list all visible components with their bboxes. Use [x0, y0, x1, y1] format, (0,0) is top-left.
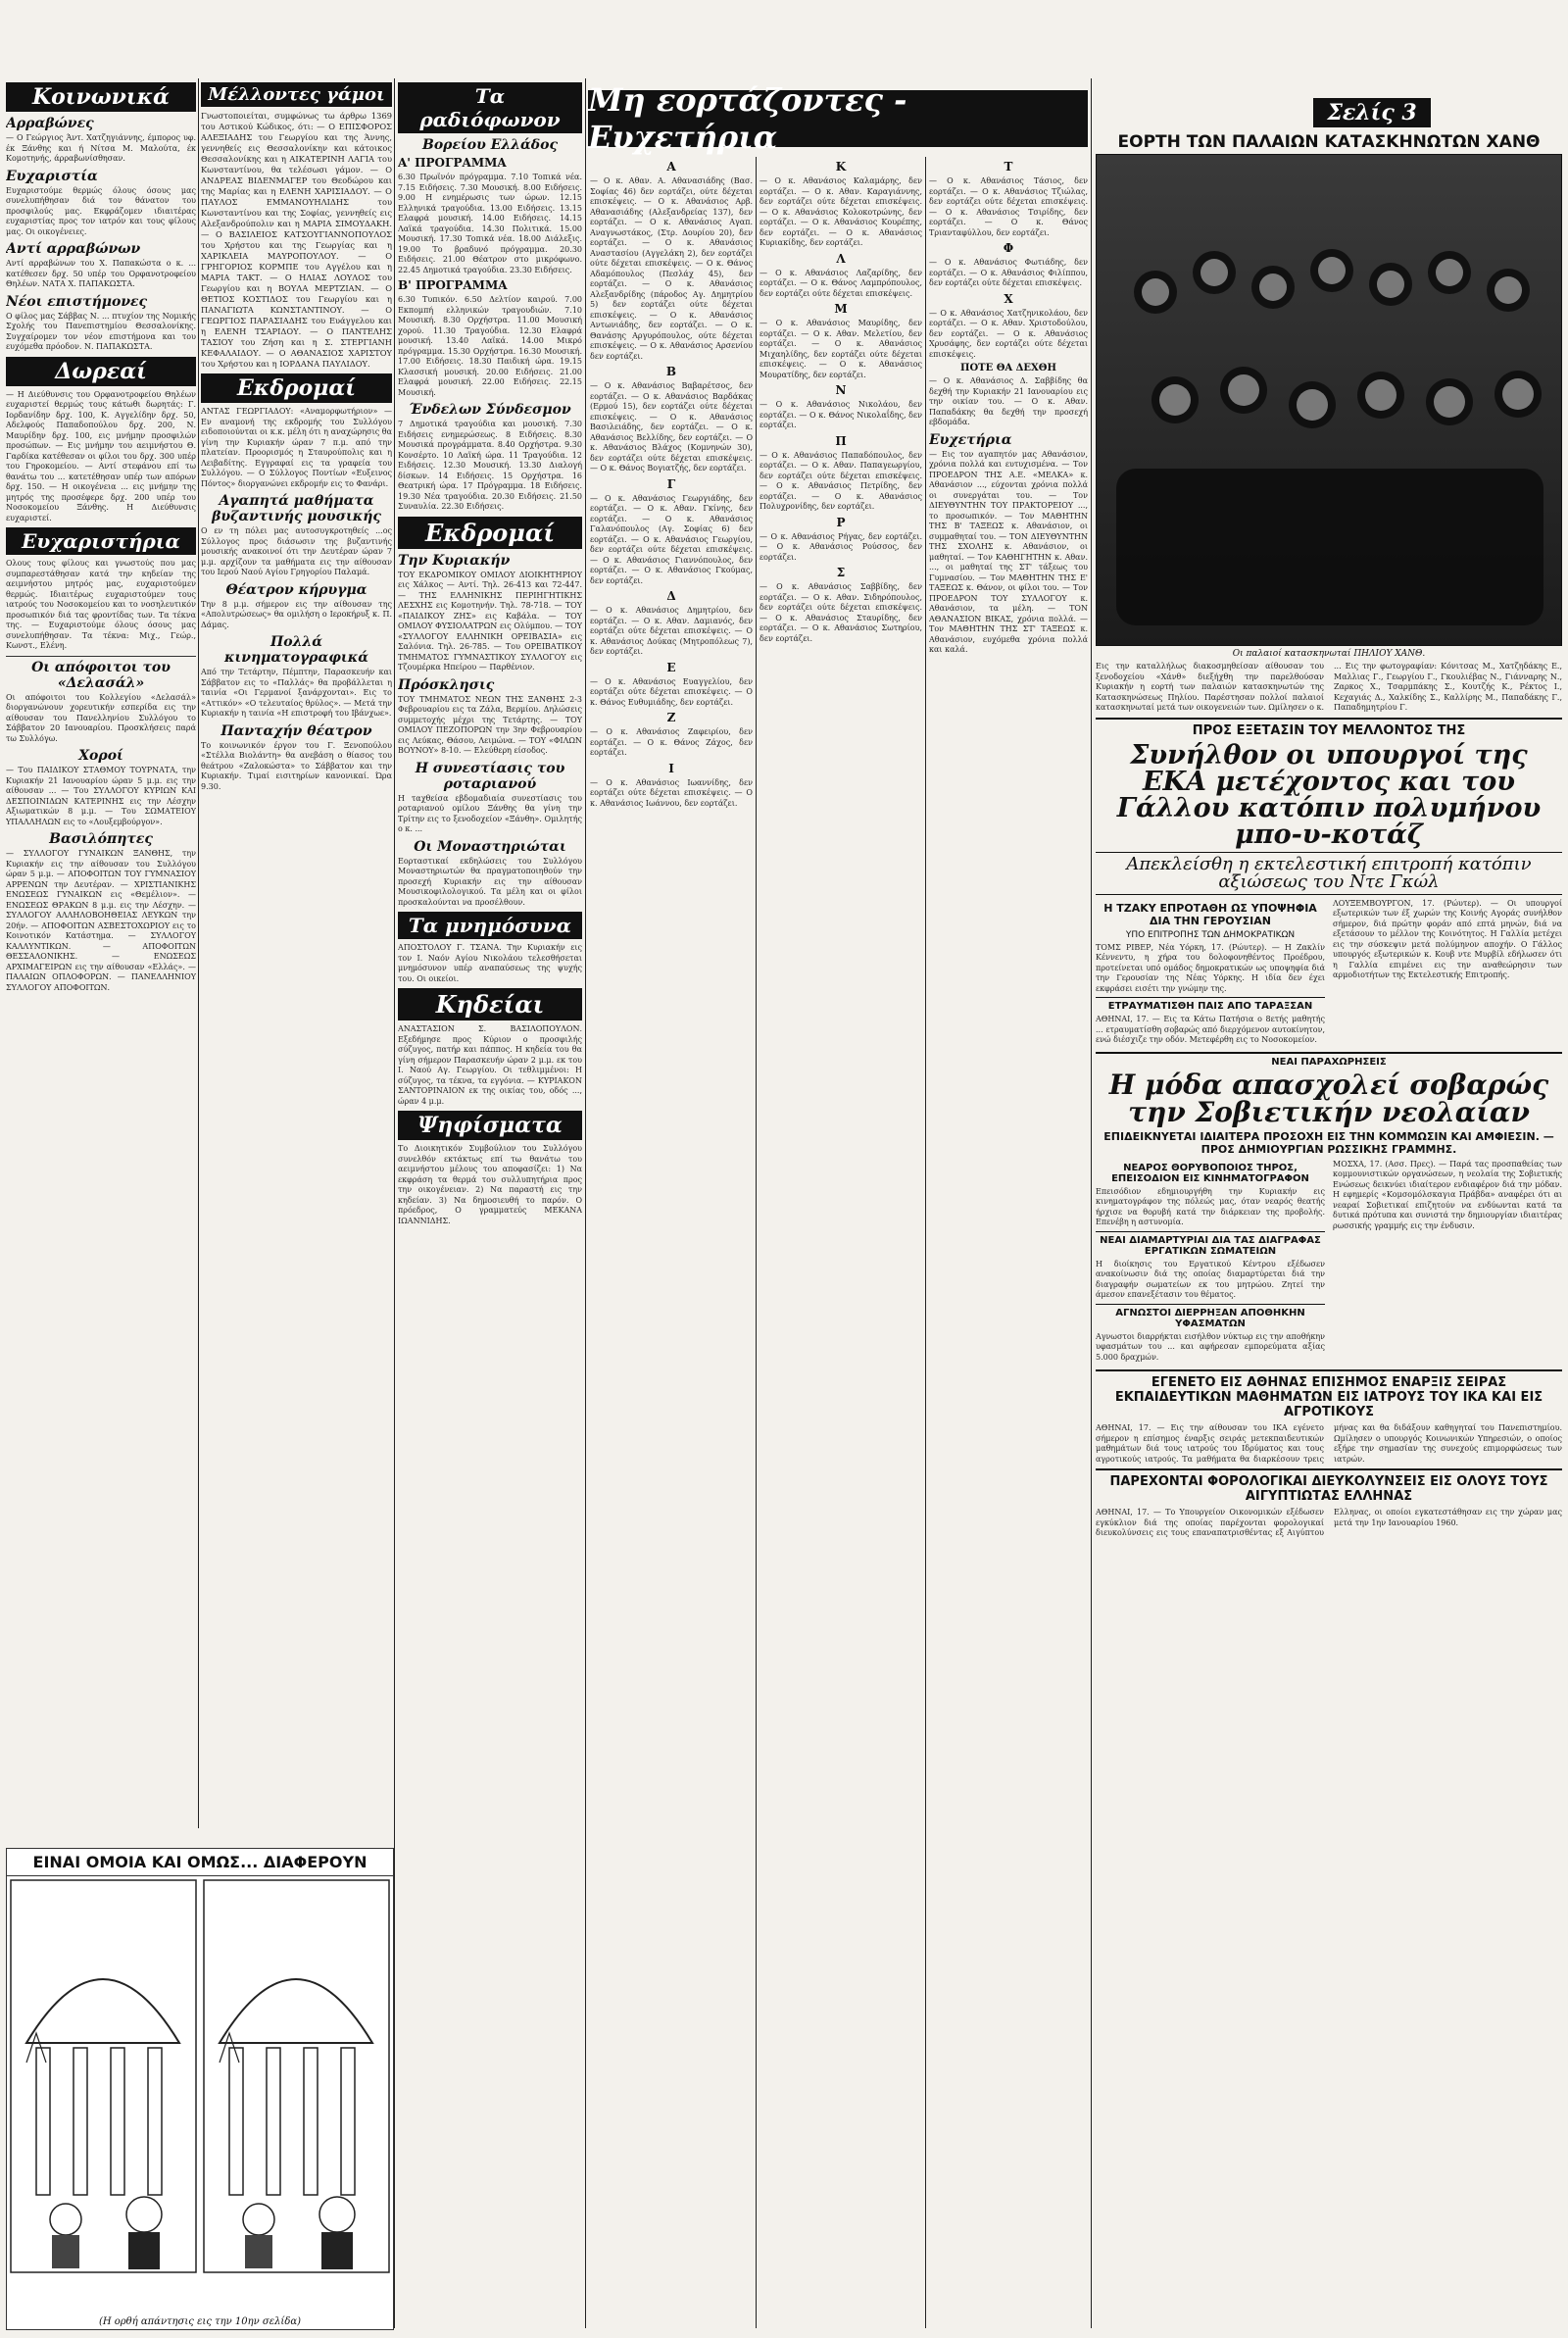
banner-namedays-text: Μη εορτάζοντες - Ευχετήρια: [588, 81, 907, 156]
text-dances: — Του ΠΑΙΔΙΚΟΥ ΣΤΑΘΜΟΥ ΤΟΥΡΝΑΤΑ, την Κυριακήν 21 Ιανουαρίου ώραν 5 μ.μ. εις την αίθουσαν ... — Του ΣΥΛΛΟΓΟΥ ΚΥΡΙΩΝ ΚΑΙ ΔΕΣΠΟΙΝΙΔΩΝ ΚΑΤΕΡΙΝΗΣ εις την Λέσχην Αξιωματικών 8 μ.μ. — Του ΣΩΜΑΤΕΙΟΥ ΥΠΑΛΛΗΛΩΝ εις το «Λουξεμβούργον».: [6, 766, 196, 826]
cartoon-drawing: [7, 1876, 393, 2298]
subhead-engagements: Αρραβώνες: [6, 116, 94, 131]
letter-G: Γ: [666, 476, 676, 491]
text-tax: ΑΘΗΝΑΙ, 17. — Το Υπουργείον Οικονομικών εξέδωσεν εγκύκλιον διά της οποίας παρέχονται φορολογικαί διευκολύνσεις εις τους επαναπατρισθέντας εξ Αιγύπτου Ελληνας, οι οποίοι εγκατεστάθησαν εις την χώραν μας μετά την 1ην Ιανουαρίου 1960.: [1096, 1508, 1562, 1537]
subhead-thanks: Ευχαριστία: [6, 168, 98, 184]
column-rule: [394, 78, 395, 2328]
text-monastiriotes: Εορταστικαί εκδηλώσεις του Συλλόγου Μοναστηριωτών θα πραγματοποιηθούν την προσεχή Κυριακήν εις την αίθουσαν Μουσικοφιλολογικού. Τα μέλη και οι φίλοι προσκαλούνται να προσέλθουν.: [398, 856, 582, 907]
subhead-monastiriotes: Οι Μοναστηριώται: [414, 838, 566, 855]
program-b-title: Β' ΠΡΟΓΡΑΜΜΑ: [398, 278, 508, 292]
text-votes: Το Διοικητικόν Συμβούλιον του Συλλόγου συνελθόν εκτάκτως επί τω θανάτω του αειμνήστου μέλους του αποφασίζει: 1) Να εκφράση τα θερμά του συλλυπητήρια προς την οικογένειαν. 2) Να παραστή εις την κηδείαν. 3) Να δημοσιευθή το παρόν. Ο πρόεδρος, Ο γραμματεύς ΜΕΚΑΝΑ ΙΩΑΝΝΙΔΗΣ.: [398, 1144, 582, 1225]
pre-headline-eka: ΠΡΟΣ ΕΞΕΤΑΣΙΝ ΤΟΥ ΜΕΛΛΟΝΤΟΣ ΤΗΣ: [1096, 718, 1562, 738]
letter-K: Κ: [835, 160, 847, 174]
page-label-box: [1313, 98, 1431, 127]
text-eng: 7 Δημοτικά τραγούδια και μουσική. 7.30 Ειδήσεις ενημερώσεως. 8 Ειδήσεις. 8.30 Μουσικά προγράμματα. 8.40 Ορχήστρα. 9.30 Κονσέρτο. 10 Λαϊκή ώρα. 11 Τραγούδια. 12 Ειδήσεις. 12.30 Μουσική. 13.30 Διαλογή δίσκων. 14 Ειδήσεις. 15 Ορχήστρα. 16 Θεατρική ώρα. 17 Πρόγραμμα. 18 Ειδήσεις. 19.30 Νέα τραγούδια. 20.30 Ειδήσεις. 21.50 Συναυλία. 22.30 Ειδήσεις.: [398, 420, 582, 511]
letter-T: Τ: [1004, 160, 1013, 174]
program-a-title: Α' ΠΡΟΓΡΑΜΜΑ: [398, 156, 507, 170]
subhead-sunday: Την Κυριακήν: [398, 552, 511, 569]
box-burglary-title: ΑΓΝΩΣΤΟΙ ΔΙΕΡΡΗΞΑΝ ΑΠΟΘΗΚΗΝ ΥΦΑΣΜΑΤΩΝ: [1096, 1304, 1325, 1329]
section-title-radio: Τα ραδιόφωνον: [398, 82, 582, 133]
subhead-instead: Αντί αρραβώνων: [6, 241, 141, 257]
cartoon-body: [128, 2232, 160, 2269]
photo-title: ΕΟΡΤΗ ΤΩΝ ΠΑΛΑΙΩΝ ΚΑΤΑΣΚΗΝΩΤΩΝ ΧΑΝΘ: [1117, 132, 1541, 152]
box-youth-title: ΝΕΑΡΟΣ ΘΟΡΥΒΟΠΟΙΟΣ ΤΗΡΟΣ, ΕΠΕΙΣΟΔΙΟΝ ΕΙΣ ΚΙΝΗΜΑΤΟΓΡΑΦΟΝ: [1111, 1162, 1309, 1184]
cartoon-panel: [6, 1848, 394, 2330]
subhead-greetings: Ευχετήρια: [929, 431, 1012, 448]
text-namedays-Z: — Ο κ. Αθανάσιος Ζαφειρίου, δεν εορτάζει. — Ο κ. Θάνος Ζάχος, δεν εορτάζει.: [590, 727, 753, 757]
photo-campers: [1096, 154, 1562, 646]
text-sunday: ΤΟΥ ΕΚΔΡΟΜΙΚΟΥ ΟΜΙΛΟΥ ΔΙΟΙΚΗΤΗΡΙΟΥ εις Χάλκος — Αντί. Τηλ. 26-413 και 72-447. — ΤΗΣ ΕΛΛΗΝΙΚΗΣ ΠΕΡΙΗΓΗΤΙΚΗΣ ΛΕΣΧΗΣ εις Κομοτηνήν. Τηλ. 78-718. — ΤΟΥ «ΠΑΙΔΙΚΟΥ ΖΗΣ» εις Καβάλα. — ΤΟΥ ΟΜΙΛΟΥ ΦΥΣΙΟΛΑΤΡΩΝ εις Ολύμπου. — ΤΟΥ «ΣΥΛΛΟΓΟΥ ΕΛΛΗΝΙΚΗ ΟΡΕΙΒΑΣΙΑ» εις Σαλόνια. Τηλ. 26-785. — Του ΟΡΕΙΒΑΤΙΚΟΥ ΤΜΗΜΑΤΟΣ ΓΥΜΝΑΣΤΙΚΟΥ ΣΥΛΛΟΓΟΥ εις Τζουμέρκα Ηπείρου — Παρθένιον.: [398, 570, 582, 672]
headline-ika: ΕΓΕΝΕΤΟ ΕΙΣ ΑΘΗΝΑΣ ΕΠΙΣΗΜΟΣ ΕΝΑΡΞΙΣ ΣΕΙΡΑΣ ΕΚΠΑΙΔΕΥΤΙΚΩΝ ΜΑΘΗΜΑΤΩΝ ΕΙΣ ΙΑΤΡΟΥΣ ΤΟΥ ΙΚΑ ΚΑΙ ΕΙΣ ΑΓΡΟΤΙΚΟΥΣ: [1096, 1369, 1562, 1419]
news-row-2: [1096, 1160, 1562, 1367]
subhead-theatre: Πανταχήν θέατρον: [220, 722, 372, 739]
letter-R: Ρ: [836, 515, 846, 529]
text-namedays-T: — Ο κ. Αθανάσιος Τάσιος, δεν εορτάζει. — Ο κ. Αθανάσιος Τζιώλας, δεν εορτάζει ούτε δέχεται επισκέψεις. — Ο κ. Αθανάσιος Τσιρίδης, δεν εορτάζει. — Ο κ. Θάνος Τριανταφύλλου, δεν εορτάζει.: [929, 176, 1088, 237]
box-jacky-sub: ΥΠΟ ΕΠΙΤΡΟΠΗΣ ΤΩΝ ΔΗΜΟΚΡΑΤΙΚΩΝ: [1125, 929, 1296, 940]
photo-group-silhouettes: [1097, 155, 1562, 645]
column-namedays-2: [760, 157, 922, 2328]
text-trips: ΑΝΤΑΣ ΓΕΩΡΓΙΑΔΟΥ: «Αναμορφωτήριον» — Εν αναμονή της εκδρομής του Συλλόγου ειδοποιούνται οι κ.κ. μέλη ότι η αναχώρησις θα γίνη την Κυριακήν ώραν 7 π.μ. από την πλατείαν. Προορισμός η Σταυρούπολις και η Λειβαδίτης. Εγγραφαί εις τα γραφεία του Συλλόγου. — Ο Σύλλογος Ποντίων «Ευξεινος Πόντος» διοργανώνει εκδρομήν εις το Φανάρι.: [201, 407, 392, 488]
headline-fashion: Η μόδα απασχολεί σοβαρώς την Σοβιετικήν νεολαίαν: [1108, 1068, 1549, 1128]
text-injured: ΑΘΗΝΑΙ, 17. — Εις τα Κάτω Πατήσια ο 8ετής μαθητής ... ετραυματίσθη σοβαρώς από διερχόμενον αυτοκίνητον, ενώ διέσχιζε την οδόν. Μετεφέρθη εις το Νοσοκομείον.: [1096, 1015, 1325, 1044]
cartoon-body: [52, 2235, 79, 2268]
subhead-pita: Βασιλόπητες: [49, 831, 153, 847]
text-when-receive: — Ο κ. Αθανάσιος Δ. Σαββίδης θα δεχθή την Κυριακήν 21 Ιανουαρίου εις την οικίαν του. — Ο κ. Αθαν. Παπαδάκης θα δεχθή την προσεχή εβδομάδα.: [929, 376, 1088, 426]
news-col-right-2: [1333, 1160, 1562, 1367]
letter-M: Μ: [834, 302, 848, 316]
text-namedays-A: — Ο κ. Αθαν. Α. Αθανασιάδης (Βασ. Σοφίας 46) δεν εορτάζει, ούτε δέχεται επισκέψεις. — Ο κ. Αθανάσιος Αρβ. Αθανασιάδης (Αλεξανδρείας 137), δεν εορτάζει. — Ο κ. Αθανάσιος Αγαπ. Αναγνωστάκος, (Στρ. Δουρίου 20), δεν εορτάζει. — Ο κ. Αθανάσιος Αναστασίου (Αγγελάκη 2), δεν εορτάζει ούτε δέχεται επισκέψεις. — Ο κ. Θάνος Αδαμόπουλος (Πεσλάχ 45), δεν εορτάζει. — Ο κ. Αθανάσιος Αλεξανδρίδης (πάροδος Αγ. Δημητρίου 5) δεν εορτάζει ούτε δέχεται επισκέψεις. — Ο κ. Αθανάσιος Αντωνιάδης, δεν εορτάζει. — Ο κ. Θανάσης Αργυρόπουλος, ούτε δέχεται επισκέψεις. — Ο κ. Αθανάσιος Αρσενίου δεν εορτάζει.: [590, 176, 753, 361]
text-namedays-K: — Ο κ. Αθανάσιος Καλαμάρης, δεν εορτάζει. — Ο κ. Αθαν. Καραγιάννης, δεν εορτάζει ούτε δέχεται επισκέψεις. — Ο κ. Αθανάσιος Κολοκοτρώνης, δεν εορτάζει. — Ο κ. Αθανάσιος Κουρέπης, δεν εορτάζει. — Ο κ. Αθανάσιος Κυριακίδης, δεν εορτάζει.: [760, 176, 922, 247]
text-namedays-G: — Ο κ. Αθανάσιος Γεωργιάδης, δεν εορτάζει. — Ο κ. Αθαν. Γκίνης, δεν εορτάζει. — Ο κ. Αθανάσιος Γαλανόπουλος (Αγ. Σοφίας 6) δεν εορτάζει. — Ο κ. Αθανάσιος Γεωργίου, δεν εορτάζει ούτε δέχεται επισκέψεις. — Ο κ. Αθανάσιος Γιαννόπουλος, δεν εορτάζει. — Ο κ. Αθανάσιος Γκούμας, δεν εορτάζει.: [590, 493, 753, 585]
section-title-trips: Εκδρομαί: [201, 373, 392, 403]
section-title-social: Κοινωνικά: [6, 82, 196, 112]
letter-E: Ε: [666, 660, 676, 674]
letter-Z: Ζ: [666, 711, 676, 724]
text-engagements: — Ο Γεώργιος Άντ. Χατζηγιάννης, έμπορος υφ. έκ Ξάνθης και ή Νίτσα Μ. Μαλούτα, έκ Κομοτηνής, άρραβωνίσθησαν.: [6, 133, 196, 163]
text-invitation: ΤΟΥ ΤΜΗΜΑΤΟΣ ΝΕΩΝ ΤΗΣ ΞΑΝΘΗΣ 2-3 Φεβρουαρίου εις τα Ζάλα, Βερμίου. Δηλώσεις συμμετοχής μέχρι της Τετάρτης. — ΤΟΥ ΟΜΙΛΟΥ ΠΕΖΟΠΟΡΩΝ την 3ην Φεβρουαρίου εις Λεύκας, Θάσου, Λειμώνα. — ΤΟΥ «ΦΙΛΩΝ ΒΟΥΝΟΥ» 8-10. — Ελεύθερη είσοδος.: [398, 694, 582, 755]
subhead-cinema: Πολλά κινηματογραφικά: [224, 634, 368, 666]
column-rule: [198, 78, 199, 1828]
text-protests: Η διοίκησις του Εργατικού Κέντρου εξέδωσεν ανακοίνωσιν διά της οποίας διαμαρτύρεται διά την διαγραφήν σωματείων εκ του μητρώου. Ζητεί την άμεσον επανεξέτασιν του θέματος.: [1096, 1259, 1325, 1299]
subhead-ice: Θέατρον κήρυγμα: [225, 581, 368, 598]
text-thanks: Ευχαριστούμε θερμώς όλους όσους μας συνελυπήθησαν διά τον θάνατον του προσφιλούς μας. Εκφράζομεν ιδιαιτέρας ευχαριστίας προς τον ιατρόν και τους φίλους μας. Οι οικογένειες.: [6, 185, 196, 236]
page-label: Σελίς 3: [1327, 100, 1417, 125]
text-namedays-E: — Ο κ. Αθανάσιος Ευαγγελίου, δεν εορτάζει ούτε δέχεται επισκέψεις. — Ο κ. Θάνος Ευθυμιάδης, δεν εορτάζει.: [590, 676, 753, 707]
text-ice: Την 8 μ.μ. σήμερον εις την αίθουσαν της «Απολυτρώσεως» θα ομιλήση ο Ιεροκήρυξ κ. Π. Δάμας.: [201, 599, 392, 629]
section-title-donations: Δωρεαί: [6, 357, 196, 386]
section-title-thanks: Ευχαριστήρια: [6, 527, 196, 555]
text-music: Ο εν τη πόλει μας αυτοσυγκροτηθείς ...ος Σύλλογος προς διάσωσιν της βυζαντινής μουσικής ανακοινοί ότι την Δευτέραν ώραν 7 μ.μ. αρχίζουν τα μαθήματα εις την αίθουσαν του Ιερού Ναού Αγίου Γρηγορίου Παλαμά.: [201, 526, 392, 576]
text-instead: Αντί αρραβώνων του Χ. Παπακώστα ο κ. ... κατέθεσεν δρχ. 50 υπέρ του Ορφανοτροφείου Θηλέων. ΝΑΤΑ Χ. ΠΑΠΑΚΩΣΤΑ.: [6, 259, 196, 288]
letter-D: Δ: [666, 589, 676, 603]
cartoon-frame: [11, 1880, 196, 2272]
box-protests-title: ΝΕΑΙ ΔΙΑΜΑΡΤΥΡΙΑΙ ΔΙΑ ΤΑΣ ΔΙΑΓΡΑΦΑΣ ΕΡΓΑΤΙΚΩΝ ΣΩΜΑΤΕΙΩΝ: [1096, 1231, 1325, 1257]
cartoon-body: [321, 2232, 353, 2269]
text-namedays-X: — Ο κ. Αθανάσιος Χατζηνικολάου, δεν εορτάζει. — Ο κ. Αθαν. Χριστοδούλου, δεν εορτάζει. — Ο κ. Αθανάσιος Χρυσάφης, δεν εορτάζει ούτε δέχεται επισκέψεις.: [929, 308, 1088, 359]
column-rule: [925, 157, 926, 2328]
news-row-1: [1096, 899, 1562, 1049]
text-pita: — ΣΥΛΛΟΓΟΥ ΓΥΝΑΙΚΩΝ ΞΑΝΘΗΣ, την Κυριακήν εις την αίθουσαν του Συλλόγου ώραν 5 μ.μ. — ΑΠΟΦΟΙΤΩΝ ΤΟΥ ΓΥΜΝΑΣΙΟΥ ΑΡΡΕΝΩΝ την Δευτέραν. — ΧΡΙΣΤΙΑΝΙΚΗΣ ΕΝΩΣΕΩΣ ΓΥΝΑΙΚΩΝ εις «Θεμέλιον». — ΕΝΩΣΕΩΣ ΘΡΑΚΩΝ 8 μ.μ. εις την Λέσχην. — ΣΥΛΛΟΓΟΥ ΑΛΛΗΛΟΒΟΗΘΕΙΑΣ ΛΕΥΚΩΝ την 20ήν. — ΑΠΟΦΟΙΤΩΝ ΑΣΒΕΣΤΟΧΩΡΙΟΥ εις το Κοινοτικόν Κατάστημα. — ΣΥΛΛΟΓΟΥ ΚΑΛΛΥΝΤΙΚΩΝ. — ΑΠΟΦΟΙΤΩΝ ΘΕΣΣΑΛΟΝΙΚΗΣ. — ΕΝΩΣΕΩΣ ΑΡΧΙΜΑΓΕΙΡΩΝ εις την αίθουσαν «Ελλάς». — ΠΑΛΑΙΩΝ ΟΠΛΟΦΟΡΩΝ. — ΠΑΝΕΛΛΗΝΙΟΥ ΣΥΛΛΟΓΟΥ ΑΠΟΦΟΙΤΩΝ.: [6, 849, 196, 992]
column-weddings: [201, 78, 392, 1828]
text-funerals: ΑΝΑΣΤΑΣΙΟΝ Σ. ΒΑΣΙΛΟΠΟΥΛΟΝ. Εξεδήμησε προς Κύριον ο προσφιλής σύζυγος, πατήρ και πάππος. Η κηδεία του θα γίνη σήμερον Παρασκευήν ώραν 2 μ.μ. εκ του Ι. Ναού Αγ. Γεωργίου. Οι τεθλιμμένοι: Η σύζυγος, τα τέκνα, τα εγγόνια. — ΚΥΡΙΑΚΟΝ ΣΑΝΤΟΡΙΝΑΙΟΝ εκ της οικίας του, οδός ..., ώραν 4 μ.μ.: [398, 1024, 582, 1106]
letter-L: Λ: [836, 251, 846, 266]
text-namedays-S: — Ο κ. Αθανάσιος Σαββίδης, δεν εορτάζει. — Ο κ. Αθαν. Σιδηρόπουλος, δεν εορτάζει ούτε δέχεται επισκέψεις. — Ο κ. Αθανάσιος Σταυρίδης, δεν εορτάζει. — Ο κ. Αθανάσιος Σωτηρίου, δεν εορτάζει.: [760, 582, 922, 643]
section-title-votes: Ψηφίσματα: [398, 1111, 582, 1140]
section-title-excursions: Εκδρομαί: [398, 517, 582, 549]
subhead-music: Αγαπητά μαθήματα βυζαντινής μουσικής: [212, 493, 381, 524]
text-program-b: 6.30 Τυπικόν. 6.50 Δελτίον καιρού. 7.00 Εκπομπή ελληνικών τραγουδιών. 7.10 Μουσική. 8.30 Ορχήστρα. 11.00 Μουσική χορού. 11.30 Τραγούδια. 12.30 Ελαφρά μουσική. 13.40 Λαϊκά. 14.00 Μικρό πρόγραμμα. 15.30 Ορχήστρα. 16.30 Μουσική. 17.00 Ειδήσεις. 18.30 Παιδική ώρα. 19.15 Κλασσική μουσική. 20.00 Ειδήσεις. 21.00 Ελαφρά μουσική. 22.00 Ειδήσεις. 22.15 Μουσική.: [398, 295, 582, 397]
text-youth: Επεισόδιον εδημιουργήθη την Κυριακήν εις κινηματογράφον της πόλεώς μας, όταν νεαρός θεατής ήρχισε να θορυβή κατά την διάρκειαν της προβολής. Επενέβη η αστυνομία.: [1096, 1186, 1325, 1226]
headline-tax: ΠΑΡΕΧΟΝΤΑΙ ΦΟΡΟΛΟΓΙΚΑΙ ΔΙΕΥΚΟΛΥΝΣΕΙΣ ΕΙΣ ΟΛΟΥΣ ΤΟΥΣ ΑΙΓΥΠΤΙΩΤΑΣ ΕΛΛΗΝΑΣ: [1096, 1468, 1562, 1504]
section-title-memorials: Τα μνημόσυνα: [398, 912, 582, 939]
subhead-dances: Χοροί: [78, 748, 123, 764]
letter-P: Π: [835, 433, 847, 448]
text-memorials: ΑΠΟΣΤΟΛΟΥ Γ. ΤΣΑΝΑ. Την Κυριακήν εις τον Ι. Ναόν Αγίου Νικολάου τελεσθήσεται μνημόσυνον υπέρ αναπαύσεως της ψυχής του. Οι οικείοι.: [398, 943, 582, 983]
subheadline-fashion: ΕΠΙΔΕΙΚΝΥΕΤΑΙ ΙΔΙΑΙΤΕΡΑ ΠΡΟΣΟΧΗ ΕΙΣ ΤΗΝ ΚΟΜΜΩΣΙΝ ΚΑΙ ΑΜΦΙΕΣΙΝ. — ΠΡΟΣ ΔΗΜΙΟΥΡΓΙΑΝ ΡΩΣΣΙΚΗΣ ΓΡΑΜΜΗΣ.: [1103, 1129, 1554, 1156]
headline-eka: Συνήλθον οι υπουργοί της ΕΚΑ μετέχοντος και του Γάλλου κατόπιν πολυμήνου μπο-υ-κοτάζ: [1116, 739, 1542, 850]
letter-I: Ι: [668, 761, 674, 775]
cartoon-half-2: [204, 1880, 389, 2272]
subheadline-eka: Απεκλείσθη η εκτελεστική επιτροπή κατόπιν αξιώσεως του Ντε Γκώλ: [1096, 852, 1562, 895]
text-namedays-I: — Ο κ. Αθανάσιος Ιωαννίδης, δεν εορτάζει ούτε δέχεται επισκέψεις. — Ο κ. Αθανάσιος Ιωάννου, δεν εορτάζει.: [590, 777, 753, 808]
column-radio: [398, 78, 582, 2328]
text-dance: Οι απόφοιτοι του Κολλεγίου «Δελασάλ» διοργανώνουν χορευτικήν εσπερίδα εις την αίθουσαν του Πανελληνίου Συλλόγου το Σάββατον 20 Ιανουαρίου. Προσκλήσεις παρά τω Συλλόγω.: [6, 692, 196, 743]
text-gathering: Η ταχθείσα εβδομαδιαία συνεστίασις του ροταριανού ομίλου Ξάνθης θα γίνη την Τρίτην εις το ξενοδοχείον «Ξάνθη». Ομιλητής ο κ. ...: [398, 793, 582, 833]
subhead-when-receive: ΠΟΤΕ ΘΑ ΔΕΧΘΗ: [960, 363, 1056, 373]
text-burglary: Αγνωστοι διαρρήκται εισήλθον νύκτωρ εις την αποθήκην υφασμάτων του ... και αφήρεσαν εμπορεύματα αξίας 5.000 δραχμών.: [1096, 1331, 1325, 1362]
text-namedays-L: — Ο κ. Αθανάσιος Λαζαρίδης, δεν εορτάζει. — Ο κ. Θάνος Λαμπρόπουλος, δεν εορτάζει ούτε δέχεται επισκέψεις.: [760, 268, 922, 298]
column-rule: [756, 157, 757, 2328]
news-col-right: [1333, 899, 1562, 1049]
text-donations: — Η Διεύθυνσις του Ορφανοτροφείου Θηλέων ευχαριστεί θερμώς τους κάτωθι δωρητάς: Γ. Ιορδανίδην δρχ. 100, Κ. Αγγελίδην δρχ. 50, Αδελφούς Παπαδοπούλου δρχ. 200, Ν. Μαυρίδην δρχ. 100, εις μνήμην προσφιλών προσώπων. — Εις μνήμην του αειμνήστου Θ. Γαρδίκα κατέθεσαν οι φίλοι του δρχ. 300 υπέρ του Γηροκομείου. — Αντί στεφάνου επί τω θανάτω του ... κατετέθησαν υπέρ των απόρων δρχ. 150. — Η οικογένεια ... εις μνήμην της μητρός της προσέφερε δρχ. 200 υπέρ του Νοσοκομείου Ξάνθης. Η Διεύθυνσις ευχαριστεί.: [6, 389, 196, 522]
column-rule: [585, 78, 586, 2328]
letter-B: Β: [665, 365, 677, 378]
photo-caption: Οι παλαιοί κατασκηνωταί ΠΗΛΙΟΥ ΧΑΝΘ.: [1232, 649, 1426, 659]
text-jacky: ΤΟΜΣ ΡΙΒΕΡ, Νέα Υόρκη, 17. (Ρώυτερ). — Η Ζακλίν Κέννεντυ, η χήρα του δολοφονηθέντος Προέδρου, προτείνεται υπό ομάδος δημοκρατικών ως υποψηφία διά την Γερουσίαν της Νέας Υόρκης. Η ιδία δεν έχει εκφράσει εισέτι την γνώμην της.: [1096, 942, 1325, 993]
letter-S: Σ: [836, 566, 846, 579]
subhead-gathering: Η συνεστίασις του ροταριανού: [415, 760, 565, 792]
column-rule: [1091, 78, 1092, 2328]
text-namedays-M: — Ο κ. Αθανάσιος Μαυρίδης, δεν εορτάζει. — Ο κ. Αθαν. Μελετίου, δεν εορτάζει. — Ο κ. Αθανάσιος Μιχαηλίδης, δεν εορτάζει ούτε δέχεται επισκέψεις. — Ο κ. Αθανάσιος Μουρατίδης, δεν εορτάζει.: [760, 319, 922, 379]
column-namedays-3: [929, 157, 1088, 2328]
news-col-left: [1096, 899, 1325, 1049]
section-title-weddings: Μέλλοντες γάμοι: [201, 82, 392, 107]
text-namedays-D: — Ο κ. Αθανάσιος Δημητρίου, δεν εορτάζει. — Ο κ. Αθαν. Δαμιανός, δεν εορτάζει ούτε δέχεται επισκέψεις. — Ο κ. Αθανάσιος Δούκας (Μητροπόλεως 7), δεν εορτάζει.: [590, 606, 753, 656]
new-concessions: ΝΕΑΙ ΠΑΡΑΧΩΡΗΣΕΙΣ: [1096, 1052, 1562, 1068]
cartoon-body: [245, 2235, 272, 2268]
text-namedays-N: — Ο κ. Αθανάσιος Νικολάου, δεν εορτάζει. — Ο κ. Θάνος Νικολαΐδης, δεν εορτάζει.: [760, 400, 922, 429]
subhead-dance: Οι απόφοιτοι του «Δελασάλ»: [6, 656, 196, 691]
text-namedays-F: — Ο κ. Αθανάσιος Φωτιάδης, δεν εορτάζει. — Ο κ. Αθανάσιος Φιλίππου, δεν εορτάζει ούτε δέχεται επισκέψεις.: [929, 258, 1088, 287]
cartoon-half-1: [11, 1880, 196, 2272]
cartoon-title: ΕΙΝΑΙ ΟΜΟΙΑ ΚΑΙ ΟΜΩΣ... ΔΙΑΦΕΡΟΥΝ: [7, 1849, 393, 1876]
text-ika: ΑΘΗΝΑΙ, 17. — Εις την αίθουσαν του ΙΚΑ εγένετο σήμερον η επίσημος έναρξις σειράς μετεκπαιδευτικών μαθημάτων διά τους ιατρούς του Ιδρύματος και τους αγροτικούς ιατρούς. Τα μαθήματα θα διαρκέσουν τρεις μήνας και θα διδάξουν καθηγηταί του Πανεπιστημίου. Ωμίλησεν ο υπουργός Κοινωνικών Υπηρεσιών, ο οποίος εξήρε την σημασίαν της συνεχούς επιμορφώσεως των ιατρών.: [1096, 1423, 1562, 1464]
section-title-funerals: Κηδείαι: [398, 988, 582, 1020]
letter-X: Χ: [1004, 291, 1013, 306]
text-weddings: Γνωστοποιείται, συμφώνως τω άρθρω 1369 του Αστικού Κώδικος, ότι: — Ο ΕΠΙΣΦΟΡΟΣ ΑΛΕΞΙΑΔΗΣ του Γεωργίου και της Άννης, γεννηθείς εις Θεσσαλονίκην και κάτοικος Θεσσαλονίκης και η ΑΙΚΑΤΕΡΙΝΗ ΛΑΓΙΑ του Κωνσταντίνου, θα τελέσωσι γάμον. — Ο ΑΝΔΡΕΑΣ ΒΙΔΕΝΜΑΓΕΡ του Θεοδώρου και της Μαρίας και η ΕΛΕΝΗ ΧΑΡΙΣΙΑΔΟΥ. — Ο ΠΑΥΛΟΣ ΕΜΜΑΝΟΥΗΛΙΔΗΣ του Κωνσταντίνου και της Σοφίας, γεννηθείς εις Αλεξανδρούπολιν και η ΜΑΡΙΑ ΣΙΜΟΥΔΑΚΗ. — Ο ΒΑΣΙΛΕΙΟΣ ΚΑΤΣΟΥΓΙΑΝΝΟΠΟΥΛΟΣ του Χρήστου και της Γεωργίας και η ΧΑΡΙΚΛΕΙΑ ΜΑΥΡΟΠΟΥΛΟΥ. — Ο ΓΡΗΓΟΡΙΟΣ ΚΟΡΜΠΕ του Αγγέλου και η ΜΑΡΙΑ ΤΑΚΤ. — Ο ΗΛΙΑΣ ΛΟΥΛΟΣ του Γεωργίου και η ΒΟΥΛΑ ΜΕΡΤΖΙΑΝ. — Ο ΘΕΤΙΟΣ ΚΟΣΤΙΔΟΣ του Γεωργίου και η ΠΑΝΑΓΙΩΤΑ ΚΩΝΣΤΑΝΤΙΝΟΥ. — Ο ΓΕΩΡΓΙΟΣ ΠΑΡΑΣΙΑΔΗΣ του Ευάγγελου και η ΕΛΕΝΗ ΤΣΑΡΙΔΟΥ. — Ο ΠΑΝΤΕΛΗΣ ΤΑΣΙΟΥ του Ζήση και η Σ. ΣΤΕΡΓΙΑΝΗ ΚΕΦΑΛΑΙΔΟΥ. — Ο ΑΘΑΝΑΣΙΟΣ ΧΑΡΙΣΤΟΥ του Χρήστου και η ΙΟΡΔΑΝΑ ΠΑΥΛΙΔΟΥ.: [201, 111, 392, 369]
text-program-a: 6.30 Πρωϊνόν πρόγραμμα. 7.10 Τοπικά νέα. 7.15 Ειδήσεις. 7.30 Μουσική. 8.00 Ειδήσεις. 9.00 Η ενημέρωσις των ώρων. 12.15 Ελληνικά τραγούδια. 13.00 Ειδήσεις. 13.15 Ελαφρά μουσική. 14.00 Ειδήσεις. 14.15 Λαϊκά τραγούδια. 14.30 Πολιτικά. 15.00 Μουσική. 17.30 Τοπικά νέα. 18.00 Διάλεξις. 19.00 Το βραδυνό πρόγραμμα. 20.30 Ειδήσεις. 21.00 Θέατρον στο μικρόφωνο. 22.45 Δημοτικά τραγούδια. 23.30 Ειδήσεις.: [398, 173, 582, 274]
news-col-left-2: [1096, 1160, 1325, 1367]
box-injured-title: ΕΤΡΑΥΜΑΤΙΣΘΗ ΠΑΙΣ ΑΠΟ ΤΑΡΑΞΣΑΝ: [1096, 997, 1325, 1012]
text-greetings: — Εις τον αγαπητόν μας Αθανάσιον, χρόνια πολλά και ευτυχισμένα. — Τον ΠΡΟΕΔΡΟΝ ΤΗΣ Α.Ε. «ΜΕΛΚΑ» κ. Αθανάσιον ..., εύχονται χρόνια πολλά οι συνεργάται του. — Τον ΔΙΕΥΘΥΝΤΗΝ ΤΟΥ ΠΡΑΚΤΟΡΕΙΟΥ ..., το προσωπικόν. — Τον ΜΑΘΗΤΗΝ ΤΗΣ Β' ΤΑΞΕΩΣ κ. Αθανάσιον, οι συμμαθηταί του. — ΤΟΝ ΔΙΕΥΘΥΝΤΗΝ ΤΗΣ ΣΧΟΛΗΣ κ. Αθανάσιον, οι μαθηταί. — Τον ΚΑΘΗΓΗΤΗΝ κ. Αθαν. ..., οι μαθηταί της ΣΤ' τάξεως του Γυμνασίου. — Τον ΜΑΘΗΤΗΝ ΤΗΣ Ε' ΤΑΞΕΩΣ κ. Θάνον, οι φίλοι του. — Τον ΠΡΟΕΔΡΟΝ ΤΟΥ ΣΥΛΛΟΓΟΥ κ. Αθανάσιον, τα μέλη. — ΤΟΝ ΑΘΑΝΑΣΙΟΝ ΒΙΚΑΣ, χρόνια πολλά. — Τον ΜΑΘΗΤΗΝ ΤΗΣ ΣΤ' ΤΑΞΕΩΣ κ. Αθανάσιον, ευχόμεθα χρόνια πολλά και καλά.: [929, 449, 1088, 654]
subhead-invitation: Πρόσκλησις: [398, 676, 495, 693]
banner-namedays: [588, 81, 1088, 156]
text-namedays-R: — Ο κ. Αθανάσιος Ρήγας, δεν εορτάζει. — Ο κ. Αθανάσιος Ρούσσος, δεν εορτάζει.: [760, 531, 922, 562]
text-theatre: Το κοινωνικόν έργον του Γ. Ξενοπούλου «Στέλλα Βιολάντη» θα ανεβάση ο θίασος του θεάτρου «Ζαλοκώστα» το Σάββατον και την Κυριακήν. Τιμαί εισιτηρίων κανονικαί. Ώρα 9.30.: [201, 740, 392, 791]
letter-N: Ν: [835, 383, 847, 397]
subhead-eng: Ένδελων Σύνδεσμον: [409, 402, 571, 418]
text-cinema: Από την Τετάρτην, Πέμπτην, Παρασκευήν και Σάββατον εις το «Παλλάς» θα προβάλλεται η ταινία «Οι Γερμανοί ξανάρχονται». Εις το «Αττικόν» «Ο τελευταίος θρύλος». — Μετά την Κυριακήν η ταινία «Η επιστροφή του Ιβάνχωε».: [201, 668, 392, 718]
subhead-radio: Βορείου Ελλάδος: [422, 137, 558, 153]
text-fashion: ΜΟΣΧΑ, 17. (Ασσ. Πρες). — Παρά τας προσπαθείας των κομμουνιστικών οργανώσεων, η νεολαία της Σοβιετικής Ενώσεως δεικνύει ιδιαίτερον ενδιαφέρον διά την μόδαν. Η εφημερίς «Κομσομόλσκαγια Πράβδα» αναφέρει ότι αι νεαραί Σοβιετικαί επιζητούν να ενδύωνται κατά τα δυτικά πρότυπα και συνιστά την δημιουργίαν ιδιαιτέρας ρωσσικής γραμμής εις την ένδυσιν.: [1333, 1159, 1562, 1230]
text-photo: Εις την καταλλήλως διακοσμηθείσαν αίθουσαν του ξενοδοχείου «Χάνθ» διεξήχθη την παρελθούσαν Κυριακήν η εορτή των παλαιών κατασκηνωτών της Κατασκηνώσεως Πηλίου. Παρέστησαν πολλοί παλαιοί κατασκηνωταί μετά των οικογενειών των. Ωμίλησεν ο κ. ... Εις την φωτογραφίαν: Κόνιτσας Μ., Χατζηδάκης Ε., Μαλλιας Γ., Γεωργίου Γ., Γκουλιέβας Ν., Γιάνναρης Ν., Ζαρκος Χ., Τσαρμπάκης Σ., Κουτζής Κ., Ρέκτος Ι., Κεχαγιάς Δ., Χαλκίδης Σ., Καλλίρης Μ., Παπαδάκης Γ., Παπαδημητρίου Γ.: [1096, 662, 1562, 712]
column-namedays-1: [590, 157, 753, 2328]
subhead-new-scientists: Νέοι επιστήμονες: [6, 293, 148, 310]
cartoon-caption: (Η ορθή απάντησις εις την 10ην σελίδα): [98, 2316, 302, 2327]
text-eka: ΛΟΥΞΕΜΒΟΥΡΓΟΝ, 17. (Ρώυτερ). — Οι υπουργοί εξωτερικών των έξ χωρών της Κοινής Αγοράς συνήλθον σήμερον, διά πρώτην φοράν από επτά μηνών, διά να εξετάσουν το μέλλον της Κοινότητος. Η Γαλλία μετέχει εις την σύσκεψιν μετά πολύμηνον αποχήν. Ο Γάλλος υπουργός εξωτερικών κ. Κουβ ντε Μυρβίλ εδήλωσεν ότι η Γαλλία επιμένει εις την αναθεώρησιν των αρμοδιοτήτων της Εκτελεστικής Επιτροπής.: [1333, 898, 1562, 979]
text-namedays-P: — Ο κ. Αθανάσιος Παπαδόπουλος, δεν εορτάζει. — Ο κ. Αθαν. Παπαγεωργίου, δεν εορτάζει ούτε δέχεται επισκέψεις. — Ο κ. Αθανάσιος Πετρίδης, δεν εορτάζει. — Ο κ. Αθανάσιος Πολυχρονίδης, δεν εορτάζει.: [760, 450, 922, 511]
column-news: [1096, 131, 1562, 2328]
cartoon-frame: [204, 1880, 389, 2272]
box-jacky-title: Η ΤΖΑΚΥ ΕΠΡΟΤΑΘΗ ΩΣ ΥΠΟΨΗΦΙΑ ΔΙΑ ΤΗΝ ΓΕΡΟΥΣΙΑΝ: [1103, 901, 1317, 927]
text-namedays-B: — Ο κ. Αθανάσιος Βαβαρέτσος, δεν εορτάζει. — Ο κ. Αθανάσιος Βαρδάκας (Ερμού 15), δεν εορτάζει ούτε δέχεται επισκέψεις. — Ο κ. Αθανάσιος Βασιλειάδης, δεν εορτάζει. — Ο κ. Αθανάσιος Βελλίδης, δεν εορτάζει. — Ο κ. Αθανάσιος Βλάχος (Κομνηνών 30), δεν εορτάζει ούτε δέχεται επισκέψεις. — Ο κ. Θάνος Βογιατζής, δεν εορτάζει.: [590, 381, 753, 473]
text-new-scientists: Ο φίλος μας Σάββας Ν. ... πτυχίον της Νομικής Σχολής του Πανεπιστημίου Θεσσαλονίκης. Συγχαίρομεν τον νέον επιστήμονα και του ευχόμεθα πρόοδον. Ν. ΠΑΠΑΚΩΣΤΑ.: [6, 311, 196, 351]
letter-A: Α: [666, 160, 676, 174]
text-thanks2: Ολους τους φίλους και γνωστούς που μας συμπαρεστάθησαν κατά την κηδείαν της αειμνήστου μητρός μας, ευχαριστούμεν θερμώς. Ιδιαιτέρως ευχαριστούμεν τους ιατρούς του Νοσοκομείου και το νοσηλευτικόν προσωπικόν διά τας φροντίδας των. Τα τέκνα της. — Ευχαριστούμε όλους όσους μας συνελυπήθησαν. Τα τέκνα: Μιχ., Γεώρ., Κωνστ., Ελένη.: [6, 559, 196, 650]
letter-F: Φ: [1003, 241, 1014, 255]
